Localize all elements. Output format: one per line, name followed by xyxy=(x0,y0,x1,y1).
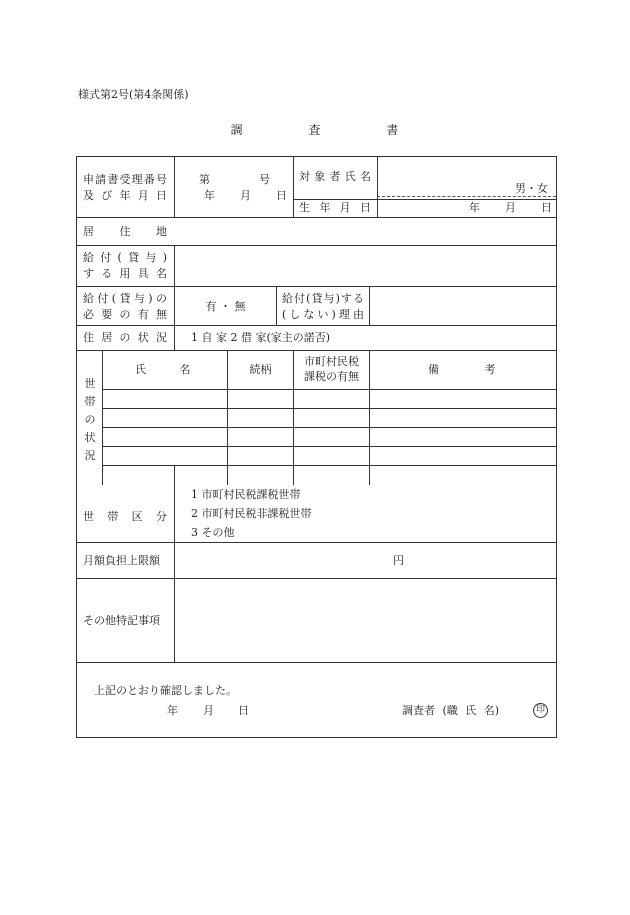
survey-form-table xyxy=(76,156,557,738)
birth-date-label: 生年月日 xyxy=(299,201,371,214)
reason-label-line1: 給付(貸与)する xyxy=(282,292,364,305)
column-tax-header-line2: 課税の有無 xyxy=(304,370,359,383)
special-notes-label: その他特記事項 xyxy=(83,614,160,627)
reason-label-line2: (しない)理由 xyxy=(282,308,364,321)
housing-label: 住居の状況 xyxy=(83,331,167,344)
confirmation-year: 年 xyxy=(167,704,178,717)
necessity-label-line2: 必要の有無 xyxy=(83,308,167,321)
housing-value: 1 自 家 2 借 家(家主の諾否) xyxy=(191,331,331,344)
application-number-label: 申請書受理番号 xyxy=(83,173,167,186)
document-title xyxy=(0,121,630,138)
category-option: 2 市町村民税非課税世帯 xyxy=(191,507,312,520)
birth-year-label: 年 xyxy=(469,201,480,214)
column-relation-header: 続柄 xyxy=(249,363,272,376)
household-side-label: 世 帯 の 状 況 xyxy=(84,377,96,462)
investigator-label: 調査者 (職 氏 名) xyxy=(402,704,500,717)
necessity-label-line1: 給付(貸与)の xyxy=(83,292,167,305)
number-suffix: 号 xyxy=(259,173,270,186)
column-tax-header-line1: 市町村民税 xyxy=(304,355,359,368)
equipment-label-line1: 給付(貸与) xyxy=(83,251,167,264)
column-remarks-header: 備 考 xyxy=(428,363,496,376)
equipment-label-line2: する用具名 xyxy=(83,267,167,280)
title-char: 書 xyxy=(386,123,400,137)
column-name-header: 氏 名 xyxy=(135,363,191,376)
birth-day-label: 日 xyxy=(541,201,552,214)
monthly-limit-label: 月額負担上限額 xyxy=(83,554,160,567)
confirmation-day: 日 xyxy=(238,704,249,717)
day-label: 日 xyxy=(276,189,287,202)
category-option: 1 市町村民税課税世帯 xyxy=(191,488,301,501)
subject-name-label: 対象者氏名 xyxy=(299,170,371,183)
household-category-label: 世帯区分 xyxy=(83,510,167,523)
birth-month-label: 月 xyxy=(505,201,516,214)
confirmation-text: 上記のとおり確認しました。 xyxy=(94,684,237,697)
confirmation-month: 月 xyxy=(203,704,214,717)
title-char: 調 xyxy=(230,123,244,137)
seal-mark-icon: 印 xyxy=(533,703,548,718)
application-date-label: 及び年月日 xyxy=(83,189,167,202)
month-label: 月 xyxy=(240,189,251,202)
category-option: 3 その他 xyxy=(191,526,235,539)
residence-label: 居住地 xyxy=(83,225,167,238)
year-label: 年 xyxy=(204,189,215,202)
form-number-label: 様式第2号(第4条関係) xyxy=(78,88,189,101)
necessity-value: 有 ・ 無 xyxy=(205,300,246,313)
yen-unit: 円 xyxy=(393,554,404,567)
gender-selector: 男・女 xyxy=(515,182,548,195)
number-prefix: 第 xyxy=(199,173,210,186)
title-char: 査 xyxy=(308,123,322,137)
